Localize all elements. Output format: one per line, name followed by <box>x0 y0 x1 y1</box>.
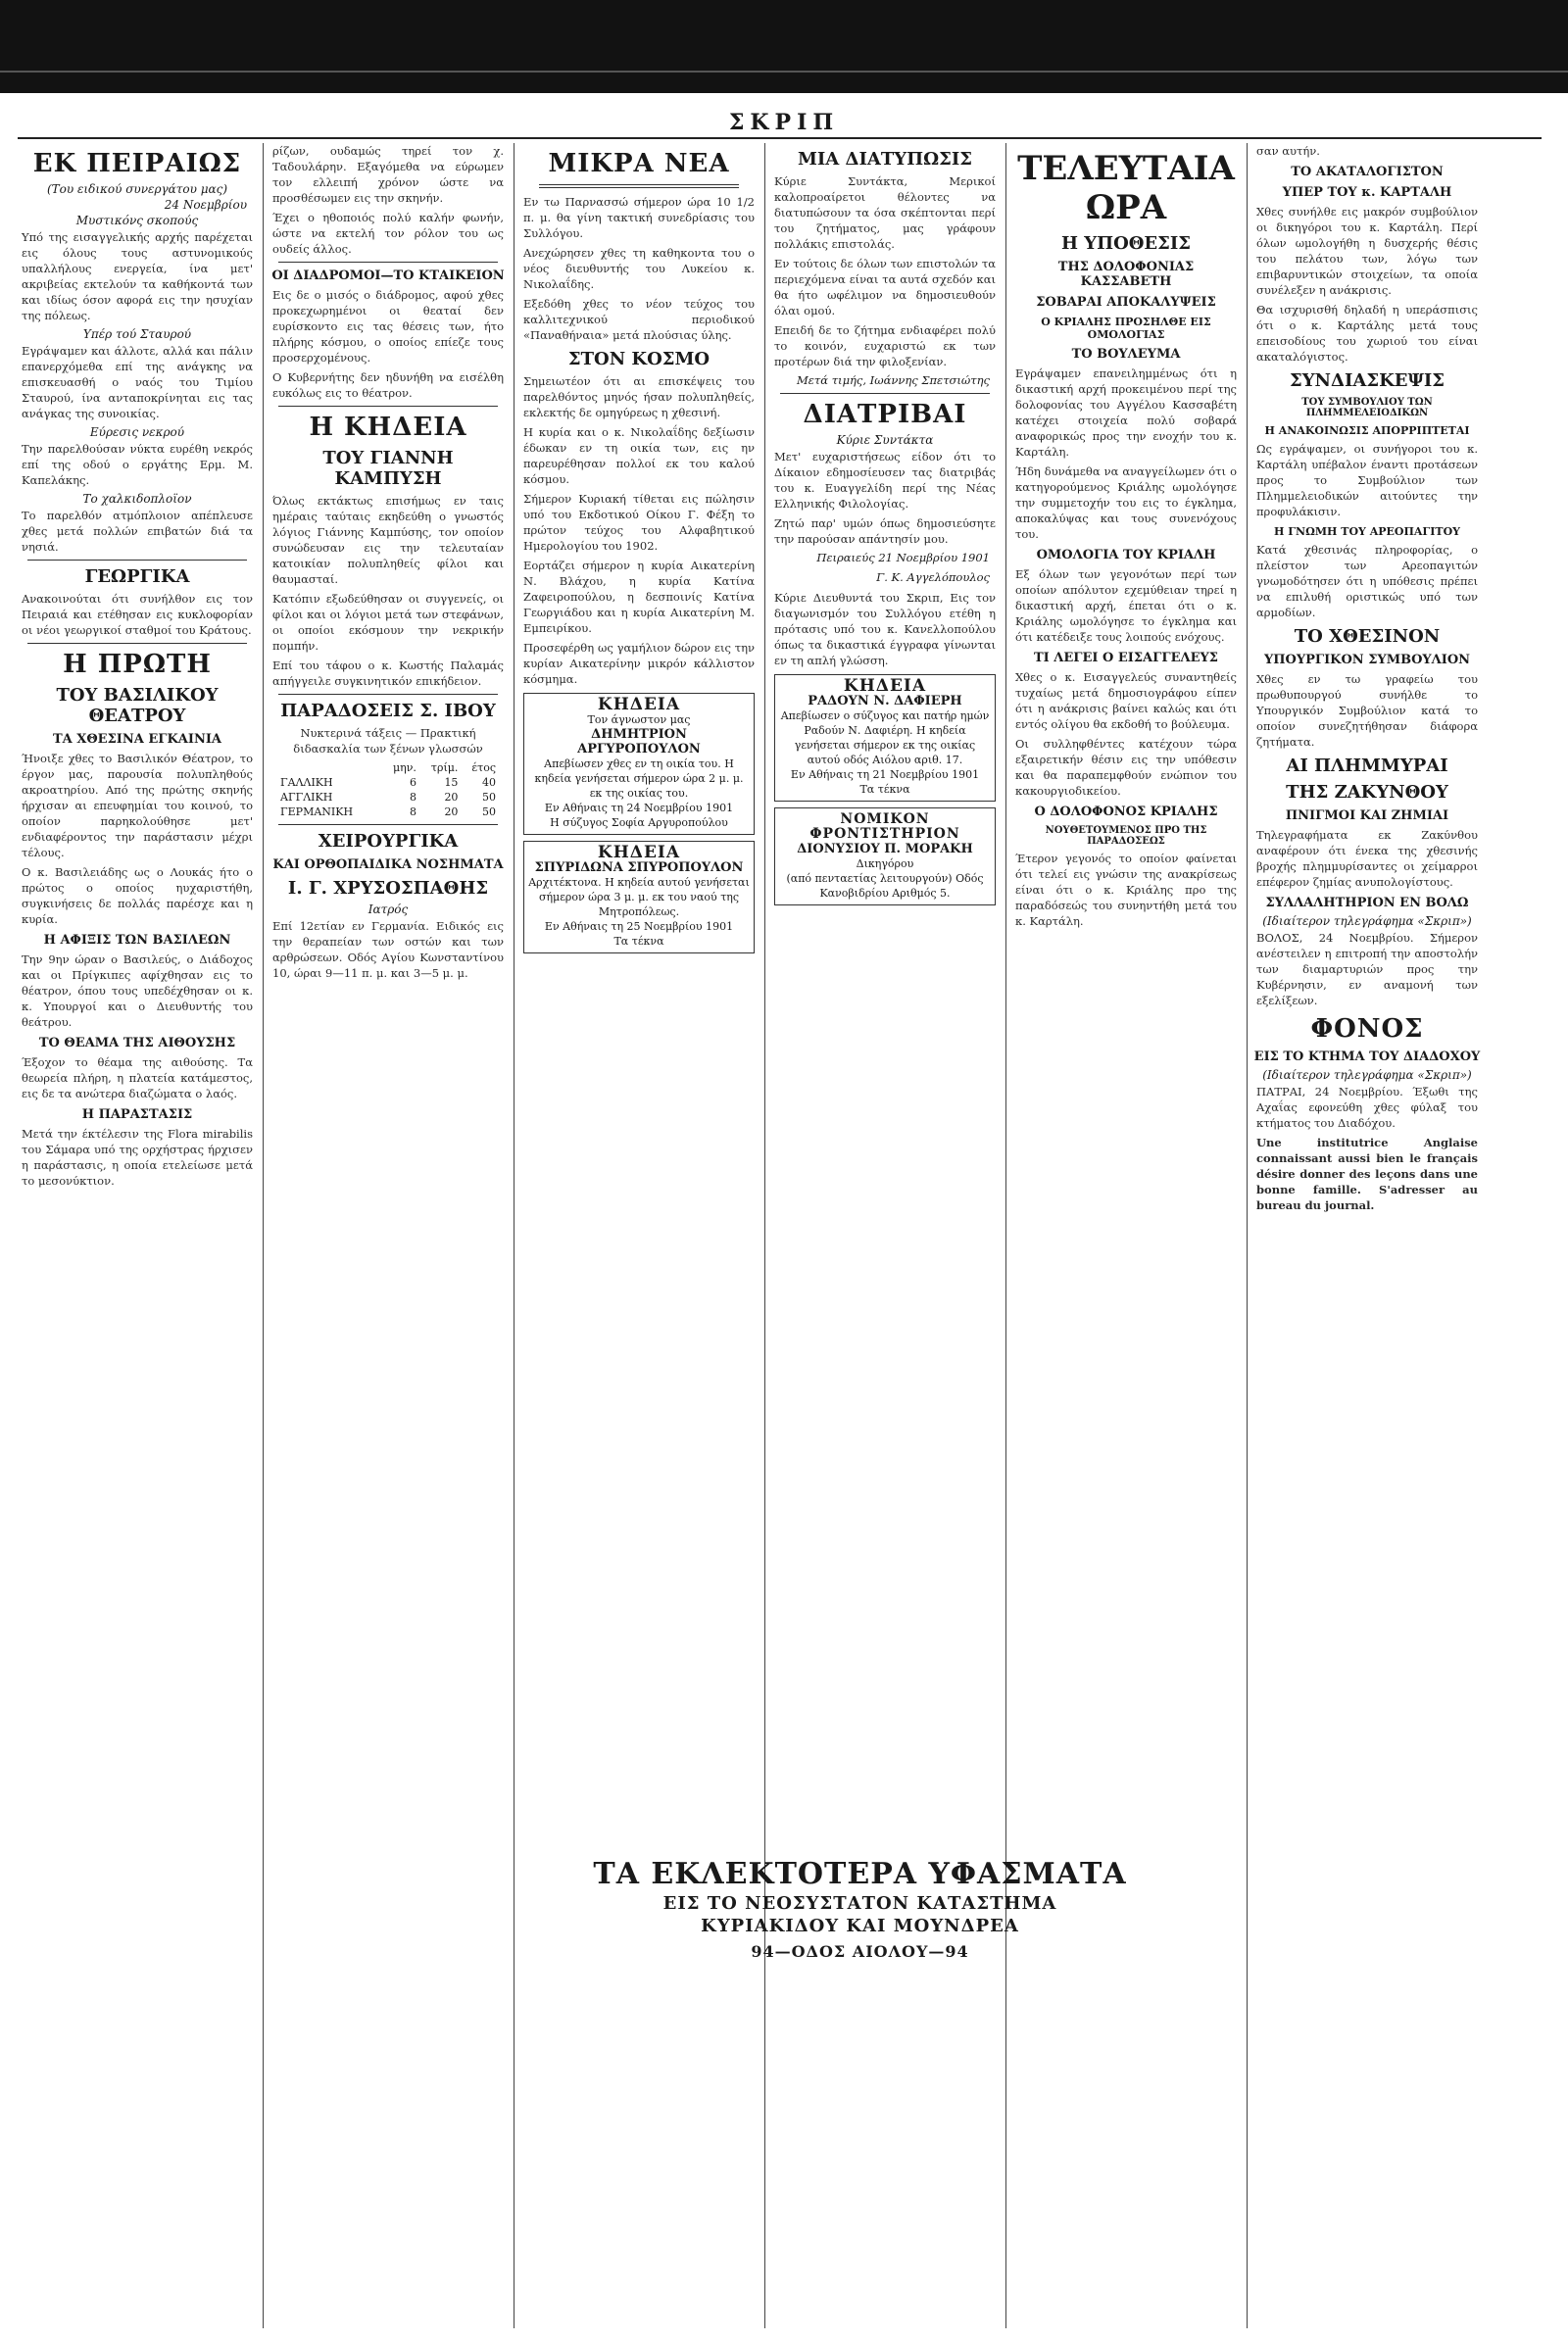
law-tutoring-ad <box>774 807 996 905</box>
article-text: Σήμερον Κυριακή τίθεται εις πώλησιν υπό του Εκδοτικού Οίκου Γ. Φέξη το πρώτον τεύχος του Αλφαβητικού Ημερολογίου του 1902. <box>523 492 755 553</box>
divider <box>278 262 498 263</box>
doctor-title: Ιατρός <box>368 903 409 916</box>
heading-egkainia: ΤΑ ΧΘΕΣΙΝΑ ΕΓΚΑΙΝΙΑ <box>52 732 222 747</box>
article-text: Προσεφέρθη ως γαμήλιον δώρον εις την κυρίαν Αικατερίνην μικρόν κάλλιστον κόσμημα. <box>523 641 755 686</box>
heading-vouleuma: ΤΟ ΒΟΥΛΕΥΜΑ <box>1071 347 1181 362</box>
kicker: Μυστικόνς σκοπούς <box>75 214 199 227</box>
table-header-row <box>278 760 498 775</box>
column-5 <box>1011 143 1241 2328</box>
article-text: Εξ όλων των γεγονότων περί των οποίων απόλυτον εχεμύθειαν τηρεί η δικαστική αρχή, έπεται ότι ο κ. Κριάλης ωμολόγησε το έγκλημα και ότι κατέδειξε τους λοιπούς ενόχους. <box>1015 567 1237 644</box>
table-cell: 8 <box>409 791 416 804</box>
article-text: ΠΑΤΡΑΙ, 24 Νοεμβρίου. Έξωθι της Αχαΐας εφονεύθη χθες φύλαξ του κτήματος του Διαδόχου. <box>1256 1085 1478 1130</box>
dateline: 24 Νοεμβρίου <box>164 198 247 212</box>
heading-dolofonos-krialis: Ο ΔΟΛΟΦΟΝΟΣ ΚΡΙΑΛΗΣ <box>1034 805 1218 819</box>
article-text: Τηλεγραφήματα εκ Ζακύνθου αναφέρουν ότι ένεκα της χθεσινής βροχής πλημμυρίσαντες οι χείμαρροι επέφερον ζημίας ανυπολογίστους. <box>1256 828 1478 889</box>
heading-gnomi-areopagitou: Η ΓΝΩΜΗ ΤΟΥ ΑΡΕΟΠΑΓΙΤΟΥ <box>1274 525 1460 538</box>
article-text: Νυκτερινά τάξεις — Πρακτική διδασκαλία των ξένων γλωσσών <box>293 726 483 756</box>
heading-subtitle: (Του ειδικού συνεργάτου μας) <box>46 182 228 196</box>
article-text: Κύριε Διευθυντά του Σκριπ, Εις τον διαγωνισμόν του Συλλόγου ετέθη η πρότασις υπό του κ. Κανελλοπούλου όπως τα δικαστικά έγγραφα γίνωνται εν τη απλή γλώσση. <box>774 591 996 667</box>
heading-eisaggeleus: ΤΙ ΛΕΓΕΙ Ο ΕΙΣΑΓΓΕΛΕΥΣ <box>1034 651 1218 665</box>
heading-symvouliou: ΤΟΥ ΣΥΜΒΟΥΛΙΟΥ ΤΩΝ ΠΛΗΜΜΕΛΕΙΟΔΙΚΩΝ <box>1301 397 1433 418</box>
article-text: Ως εγράψαμεν, οι συνήγοροι του κ. Καρτάλη υπέβαλον έναντι προτάσεων προς το Συμβούλιον των Πλημμελειοδικών αιτούντες την προφυλάκισιν. <box>1256 442 1478 518</box>
notice-family: Η σύζυγος Σοφία Αργυροπούλου <box>550 816 728 829</box>
notice-name: ΣΠΥΡΙΔΩΝΑ ΣΠΥΡΟΠΟΥΛΟΝ <box>534 860 744 875</box>
notice-family: Τα τέκνα <box>613 935 664 948</box>
article-text: Εορτάζει σήμερον η κυρία Αικατερίνη Ν. Βλάχου, η κυρία Κατίνα Ζαφειροπούλου, η δεσποινίς Κατίνα Γεωργιάδου και η κυρία Αικατερίνη Μ. Εμπειρίκου. <box>523 559 755 635</box>
article-text: Η κυρία και ο κ. Νικολαΐδης δεξίωσιν έδωκαν εν τη οικία των, εις ην παρευρέθησαν πολλοί εκ του καλού κόσμου. <box>523 425 755 486</box>
divider <box>278 406 498 407</box>
article-text: Σημειωτέον ότι αι επισκέψεις του παρελθόντος μηνός ήσαν πολυπληθείς, εκλεκτής δε ομηγύρεως η χθεσινή. <box>523 374 755 419</box>
heading-diadromoi: ΟΙ ΔΙΑΔΡΟΜΟΙ—ΤΟ ΚΤΑΙΚΕΙΟΝ <box>271 268 505 283</box>
notice-name: ΡΑΔΟΥΝ Ν. ΔΑΦΙΕΡΗ <box>808 694 962 708</box>
heading-dolofonia-kassaveti: ΤΗΣ ΔΟΛΟΦΟΝΙΑΣ ΚΑΣΣΑΒΕΤΗ <box>1057 260 1195 289</box>
signature-date: Πειραιεύς 21 Νοεμβρίου 1901 <box>816 551 990 564</box>
telegram-note: (Ιδιαίτερον τηλεγράφημα «Σκριπ») <box>1262 914 1472 928</box>
masthead: ΣΚΡΙΠ <box>728 110 840 135</box>
table-row <box>278 775 498 790</box>
article-text: Έτερον γεγονός το οποίον φαίνεται ότι τελεί εις γνώσιν της ανακρίσεως είναι ότι ο κ. Κριάλης προ της παραδόσεώς του συνηντήθη μετά του κ. Καρτάλη. <box>1015 852 1237 928</box>
notice-date: Εν Αθήναις τη 21 Νοεμβρίου 1901 <box>790 768 980 781</box>
article-text: Χθες συνήλθε εις μακρόν συμβούλιον οι δικηγόροι του κ. Καρτάλη. Περί όλων ωμολογήθη η δυσχερής θέσις του πελάτου των, λόγω των επιβαρυντικών στοιχείων, τα οποία συνέλεξεν η ανάκρισις. <box>1256 205 1478 297</box>
column-6 <box>1252 143 1482 2328</box>
article-text: Όλως εκτάκτως επισήμως εν ταις ημέραις ταύταις εκηδεύθη ο γνωστός λόγιος Γιάννης Καμπύσης, τον οποίον συνώδευσαν εις την τελευταίαν κατοικίαν πολυπληθείς φίλοι και θαυμασταί. <box>272 494 504 586</box>
heading-georgika: ΓΕΩΡΓΙΚΑ <box>84 566 190 587</box>
scan-top-border <box>0 0 1568 93</box>
funeral-notice <box>523 693 755 835</box>
ad-subtitle: Δικηγόρου <box>856 857 914 870</box>
notice-date: Εν Αθήναις τη 25 Νοεμβρίου 1901 <box>544 920 734 933</box>
heading-afixis-vasileon: Η ΑΦΙΞΙΣ ΤΩΝ ΒΑΣΙΛΕΩΝ <box>43 933 231 948</box>
heading-mikra-nea: ΜΙΚΡΑ ΝΕΑ <box>548 149 730 178</box>
banner-line-2: ΕΙΣ ΤΟ ΝΕΟΣΥΣΤΑΤΟΝ ΚΑΤΑΣΤΗΜΑ <box>662 1893 1057 1914</box>
heading-krialis-omologia: Ο ΚΡΙΑΛΗΣ ΠΡΟΣΗΛΘΕ ΕΙΣ ΟΜΟΛΟΓΙΑΣ <box>1041 316 1211 341</box>
heading-thema-aithousis: ΤΟ ΘΕΑΜΑ ΤΗΣ ΑΙΘΟΥΣΗΣ <box>38 1036 236 1050</box>
divider <box>278 694 498 695</box>
column-3 <box>519 143 759 2328</box>
article-text: Επειδή δε το ζήτημα ενδιαφέρει πολύ το κοινόν, ευχαριστώ εκ των προτέρων διά την φιλοξενίαν. <box>774 323 996 368</box>
table-cell: 20 <box>444 805 459 818</box>
ad-text: (από πενταετίας λειτουργούν) Οδός Κανοβιδρίου Αριθμός 5. <box>786 872 984 900</box>
ad-name: ΔΙΟΝΥΣΙΟΥ Π. ΜΟΡΑΚΗ <box>797 842 973 856</box>
notice-family: Τα τέκνα <box>859 783 910 796</box>
table-cell: 50 <box>482 805 496 818</box>
table-cell: 8 <box>409 805 416 818</box>
heading-plimmyrai: ΑΙ ΠΛΗΜΜΥΡΑΙ <box>1286 756 1448 776</box>
notice-text: Απεβίωσεν χθες εν τη οικία του. Η κηδεία γενήσεται σήμερον ώρα 2 μ. μ. εκ της οικίας του. <box>534 757 744 800</box>
column-rule <box>1005 143 1006 2328</box>
article-text: Ήνοιξε χθες το Βασιλικόν Θέατρον, το έργον μας, παρουσία πολυπληθούς ακροατηρίου. Από της πρώτης σκηνής ήρχισαν αι επευφημίαι του κοινού, το οποίον παρηκολούθησε μετ' ενδιαφέροντος την παράστασιν μέχρι τέλους. <box>22 752 253 859</box>
telegram-note: (Ιδιαίτερον τηλεγράφημα «Σκριπ») <box>1262 1068 1472 1082</box>
salutation: Κύριε Συντάκτα <box>836 433 934 447</box>
notice-title: ΚΗΔΕΙΑ <box>597 843 681 862</box>
divider <box>27 560 247 561</box>
table-cell: 15 <box>444 776 459 789</box>
article-text: Ο Κυβερνήτης δεν ηδυνήθη να εισέλθη ευκόλως εις το θέατρον. <box>272 370 504 400</box>
heading-doctor-name: Ι. Γ. ΧΡΥΣΟΣΠΑΘΗΣ <box>287 878 489 899</box>
banner-line-1: ΤΑ ΕΚΛΕΚΤΟΤΕΡΑ ΥΦΑΣΜΑΤΑ <box>593 1857 1127 1891</box>
heading-ypothesis: Η ΥΠΟΘΕΣΙΣ <box>1060 233 1192 254</box>
column-1 <box>18 143 257 2328</box>
heading-fonos: ΦΟΝΟΣ <box>1310 1014 1424 1044</box>
article-text: Έξοχον το θέαμα της αιθούσης. Τα θεωρεία πλήρη, η πλατεία κατάμεστος, εις δε τα ανώτερα διαζώματα ο λαός. <box>22 1055 253 1100</box>
article-text: Χθες εν τω γραφείω του πρωθυπουργού συνήλθε το Υπουργικόν Συμβούλιον κατά το οποίον συνεζητήθησαν διάφορα ζητήματα. <box>1256 672 1478 749</box>
notice-title: ΚΗΔΕΙΑ <box>843 676 927 696</box>
table-row <box>278 790 498 805</box>
divider <box>278 824 498 825</box>
newspaper-page <box>18 143 1542 2328</box>
notice-text: Απεβίωσεν ο σύζυγος και πατήρ ημών Ραδούν Ν. Δαφιέρη. Η κηδεία γενήσεται σήμερον εκ της οικίας αυτού οδός Αιόλου αριθ. 17. <box>780 709 990 766</box>
heading-nouthetoumenos: ΝΟΥΘΕΤΟΥΜΕΝΟΣ ΠΡΟ ΤΗΣ ΠΑΡΑΔΟΣΕΩΣ <box>1045 825 1207 847</box>
article-text: Εξεδόθη χθες το νέον τεύχος του καλλιτεχνικού περιοδικού «Παναθήναια» μετά πλούσιας ύλης. <box>523 297 755 342</box>
heading-vasilikou-theatrou: ΤΟΥ ΒΑΣΙΛΙΚΟΥ ΘΕΑΤΡΟΥ <box>56 685 219 726</box>
article-text: Υπό της εισαγγελικής αρχής παρέχεται εις όλους τους αστυνομικούς υπαλλήλους ενεργεία, ίνα μετ' ακριβείας εκτελούν τα καθήκοντά των και ιδίως όσον αφορά εις την ησυχίαν της πόλεως. <box>22 230 253 322</box>
heading-parastasis: Η ΠΑΡΑΣΤΑΣΙΣ <box>81 1107 193 1122</box>
heading-pnigmoi: ΠΝΙΓΜΟΙ ΚΑΙ ΖΗΜΙΑΙ <box>1285 808 1449 823</box>
article-text: ρίζων, ουδαμώς τηρεί τον χ. Ταδουλάρην. Εξαγόμεθα να εύρωμεν τον ελλειπή χρόνον ώστε να προσθέσωμεν εις την σκηνήν. <box>272 144 504 205</box>
notice-text: Αρχιτέκτονα. Η κηδεία αυτού γενήσεται σήμερον ώρα 3 μ. μ. εκ του ναού της Μητροπόλεως. <box>528 876 750 918</box>
column-4 <box>770 143 1000 2328</box>
masthead-rule <box>18 137 1542 139</box>
column-rule <box>764 143 765 2328</box>
notice-name: ΔΗΜΗΤΡΙΟΝ ΑΡΓΥΡΟΠΟΥΛΟΝ <box>577 727 701 756</box>
heading-to-xthesinon: ΤΟ ΧΘΕΣΙΝΟΝ <box>1294 626 1441 647</box>
heading-teleftaia-ora: ΤΕΛΕΥΤΑΙΑ ΩΡΑ <box>1017 149 1235 227</box>
article-text: Την παρελθούσαν νύκτα ευρέθη νεκρός επί της οδού ο εργάτης Ερμ. Μ. Καπελάκης. <box>22 442 253 487</box>
column-rule <box>1247 143 1248 2328</box>
funeral-notice <box>774 674 996 802</box>
article-text: Ζητώ παρ' υμών όπως δημοσιεύσητε την παρούσαν απάντησίν μου. <box>774 516 996 546</box>
table-header-cell <box>278 760 381 775</box>
article-text: Εν τούτοις δε όλων των επιστολών τα περιεχόμενα είναι τα αυτά σχεδόν και θα ήτο ωφέλιμον να δημοσιευθούν όλαι ομού. <box>774 257 996 317</box>
table-cell: ΓΑΛΛΙΚΗ <box>280 776 333 789</box>
heading-orthopaidika: ΚΑΙ ΟΡΘΟΠΑΙΔΙΚΑ ΝΟΣΗΜΑΤΑ <box>272 857 504 872</box>
article-text: Εν τω Παρνασσώ σήμερον ώρα 10 1/2 π. μ. θα γίνη τακτική συνεδρίασις του Συλλόγου. <box>523 195 755 240</box>
article-text: σαν αυτήν. <box>1256 144 1320 158</box>
article-text: Την 9ην ώραν ο Βασιλεύς, ο Διάδοχος και οι Πρίγκιπες αφίχθησαν εις το θέατρον, όπου τους υπεδέχθησαν οι κ. κ. Υπουργοί και ο Διευθυντής του θεάτρου. <box>22 952 253 1029</box>
table-cell: ΓΕΡΜΑΝΙΚΗ <box>280 805 354 818</box>
column-2 <box>269 143 508 2328</box>
heading-i-kideia: Η ΚΗΔΕΙΑ <box>309 413 467 442</box>
article-text: Έχει ο ηθοποιός πολύ καλήν φωνήν, ώστε να εκτελή τον ρόλον του ως ουδείς άλλος. <box>272 211 504 256</box>
article-text: Ο κ. Βασιλειάδης ως ο Λουκάς ήτο ο πρώτος ο οποίος ηυχαριστήθη, συγκινήσεις δε πολλάς παρέσχε και η κυρία. <box>22 865 253 926</box>
article-text: ΒΟΛΟΣ, 24 Νοεμβρίου. Σήμερον ανέστειλεν η επιτροπή την αποστολήν των διαμαρτυριών προς την Κυβέρνησιν, εν αναμονή των εξελίξεων. <box>1256 931 1478 1007</box>
article-text: Μετά την έκτέλεσιν της Flora mirabilis του Σάμαρα υπό της ορχήστρας ήρχισεν η παράστασις, η οποία ετελείωσε μετά το μεσονύκτιον. <box>22 1127 253 1188</box>
article-text: Οι συλληφθέντες κατέχουν τώρα εξαιρετικήν θέσιν εις την υπόθεσιν και θα παραπεμφθούν ενώπιον του κακουργιοδικείου. <box>1015 737 1237 798</box>
funeral-notice <box>523 841 755 953</box>
heading-yper-kartali: ΥΠΕΡ ΤΟΥ κ. ΚΑΡΤΑΛΗ <box>1282 185 1452 200</box>
banner-address: 94—ΟΔΟΣ ΑΙΟΛΟΥ—94 <box>751 1942 969 1961</box>
heading-diatrivai: ΔΙΑΤΡΙΒΑΙ <box>803 400 967 429</box>
article-text: Εγράψαμεν και άλλοτε, αλλά και πάλιν επανερχόμεθα επί της ανάγκης να επισκευασθή ο ναός του Τιμίου Σταυρού, ίνα ανταποκρίνηται εις τας ανάγκας της συνοικίας. <box>22 344 253 420</box>
table-header-cell: μην. <box>393 761 416 774</box>
heading-xeirourgika: ΧΕΙΡΟΥΡΓΙΚΑ <box>318 831 459 852</box>
table-cell: 50 <box>482 791 496 804</box>
heading-ston-kosmo: ΣΤΟΝ ΚΟΣΜΟ <box>567 349 710 369</box>
article-text: Εγράψαμεν επανειλημμένως ότι η δικαστική αρχή προκειμένου περί της δολοφονίας του Αγγέλου Κασσαβέτη κατέχει στοιχεία πολύ σοβαρά αναφορικώς προς την ενοχήν του κ. Καρτάλη. <box>1015 366 1237 459</box>
heading-omologia-kriali: ΟΜΟΛΟΓΙΑ ΤΟΥ ΚΡΙΑΛΗ <box>1036 548 1216 562</box>
article-text: Επί του τάφου ο κ. Κωστής Παλαμάς απήγγειλε συγκινητικόν επικήδειον. <box>272 659 504 688</box>
divider <box>27 643 247 644</box>
ad-title: ΝΟΜΙΚΟΝ ΦΡΟΝΤΙΣΤΗΡΙΟΝ <box>809 811 960 842</box>
table-header-cell: έτος <box>471 761 496 774</box>
article-text: Ανεχώρησεν χθες τη καθηκοντα του ο νέος διευθυντής του Λυκείου κ. Νικολαΐδης. <box>523 246 755 291</box>
table-cell: 6 <box>409 776 416 789</box>
fabric-store-banner <box>495 1857 1225 1961</box>
signature: Γ. Κ. Αγγελόπουλος <box>876 570 990 584</box>
article-text: Ήδη δυνάμεθα να αναγγείλωμεν ότι ο κατηγορούμενος Κριάλης ωμολόγησε την συμμετοχήν του εις το έγκλημα, αποκαλύψας και τους συνενόχους του. <box>1015 464 1237 541</box>
kicker: Εύρεσις νεκρού <box>89 425 185 439</box>
signature: Μετά τιμής, Ιωάννης Σπετσιώτης <box>796 373 990 387</box>
article-text: Το παρελθόν ατμόπλοιον απέπλευσε χθες μετά πολλών επιβατών διά τα νησιά. <box>22 509 253 554</box>
heading-mia-diatyposis: ΜΙΑ ΔΙΑΤΥΠΩΣΙΣ <box>797 149 973 170</box>
heading-ypourgikon: ΥΠΟΥΡΓΙΚΟΝ ΣΥΜΒΟΥΛΙΟΝ <box>1263 653 1471 667</box>
kicker: Το χαλκιδοπλοϊον <box>82 492 192 506</box>
article-text: Κύριε Συντάκτα, Μερικοί καλοπροαίρετοι θέλοντες να διατυπώσουν τα όσα σκέπτονται περί του ζητήματος, μας γράφουν πολλάκις επιστολάς. <box>774 174 996 251</box>
tuition-table <box>278 760 498 819</box>
banner-line-3: ΚΥΡΙΑΚΙΔΟΥ ΚΑΙ ΜΟΥΝΔΡΕΑ <box>701 1916 1019 1936</box>
kicker: Υπέρ τού Σταυρού <box>82 327 192 341</box>
article-text: Ανακοινούται ότι συνήλθον εις τον Πειραιά και ετέθησαν εις κυκλοφορίαν οι νέοι γεωργικοί σταθμοί του Κράτους. <box>22 592 253 637</box>
article-text: Θα ισχυρισθή δηλαδή η υπεράσπισις ότι ο κ. Καρτάλης μετά τους επεισοδίους του χωριού του είναι ακαταλόγιστος. <box>1256 303 1478 364</box>
heading-sovarai-apokalypseis: ΣΟΒΑΡΑΙ ΑΠΟΚΑΛΥΨΕΙΣ <box>1036 295 1216 310</box>
heading-aporriptetai: Η ΑΝΑΚΟΙΝΩΣΙΣ ΑΠΟΡΡΙΠΤΕΤΑΙ <box>1264 424 1470 437</box>
heading-zakynthou: ΤΗΣ ΖΑΚΥΝΘΟΥ <box>1286 782 1448 803</box>
table-header-cell: τρίμ. <box>430 761 459 774</box>
article-text: Μετ' ευχαριστήσεως είδον ότι το Δίκαιον εδημοσίευσεν τας διατριβάς του κ. Ευαγγελίδη περί της Νέας Ελληνικής Φιλολογίας. <box>774 450 996 511</box>
table-row <box>278 805 498 819</box>
heading-syndiaskepsis: ΣΥΝΔΙΑΣΚΕΨΙΣ <box>1289 370 1446 391</box>
heading-kampysi: ΤΟΥ ΓΙΑΝΝΗ ΚΑΜΠΥΣΗ <box>322 448 454 489</box>
article-text: Κατά χθεσινάς πληροφορίας, ο πλείστον των Αρεοπαγιτών γνωμοδότησεν ότι η υπόθεσις πρέπει να επιλυθή οριστικώς υπό των αρμοδίων. <box>1256 543 1478 619</box>
divider <box>539 184 739 188</box>
notice-date: Εν Αθήναις τη 24 Νοεμβρίου 1901 <box>544 802 734 814</box>
table-cell: 40 <box>482 776 496 789</box>
article-text: Χθες ο κ. Εισαγγελεύς συναντηθείς τυχαίως μετά δημοσιογράφου είπεν ότι η ανάκρισις βαίνει καλώς και ότι εντός ολίγου θα εκδοθή το βούλευμα. <box>1015 670 1237 731</box>
french-ad-text: Une institutrice Anglaise connaissant aussi bien le français désire donner des leçons dans une bonne famille. S'adresser au bureau du journal. <box>1256 1136 1478 1212</box>
divider <box>780 393 990 394</box>
table-cell: ΑΓΓΛΙΚΗ <box>280 791 333 804</box>
table-cell: 20 <box>444 791 459 804</box>
heading-ktima-diadoxou: ΕΙΣ ΤΟ ΚΤΗΜΑ ΤΟΥ ΔΙΑΔΟΧΟΥ <box>1253 1049 1481 1064</box>
heading-ek-peiraios: ΕΚ ΠΕΙΡΑΙΩΣ <box>32 149 242 178</box>
heading-syllalitirion: ΣΥΛΛΑΛΗΤΗΡΙΟΝ ΕΝ ΒΟΛΩ <box>1265 896 1469 910</box>
heading-akatalogiston: ΤΟ ΑΚΑΤΑΛΟΓΙΣΤΟΝ <box>1291 165 1444 179</box>
notice-title: ΚΗΔΕΙΑ <box>597 695 681 714</box>
heading-i-proti: Η ΠΡΩΤΗ <box>63 650 212 679</box>
article-text: Επί 12ετίαν εν Γερμανία. Ειδικός εις την θεραπείαν των οστών και των αρθρώσεων. Οδός Αγίου Κωνσταντίνου 10, ώραι 9—11 π. μ. και 3—5 μ. μ. <box>272 919 504 980</box>
article-text: Εις δε ο μισός ο διάδρομος, αφού χθες προκεχωρημένοι οι θεαταί δεν ευρίσκοντο εις τας θέσεις των, ήτο πλήρης κόσμου, ο οποίος επίεζε τους προσερχομένους. <box>272 288 504 365</box>
article-text: Κατόπιν εξωδεύθησαν οι συγγενείς, οι φίλοι και οι λόγιοι μετά των στεφάνων, οι οποίοι εκόσμουν την νεκρικήν πομπήν. <box>272 592 504 653</box>
column-rule <box>263 143 264 2328</box>
heading-paradoseis: ΠΑΡΑΔΟΣΕΙΣ Σ. ΙΒΟΥ <box>280 701 496 721</box>
notice-text: Τον άγνωστον μας <box>587 713 691 726</box>
